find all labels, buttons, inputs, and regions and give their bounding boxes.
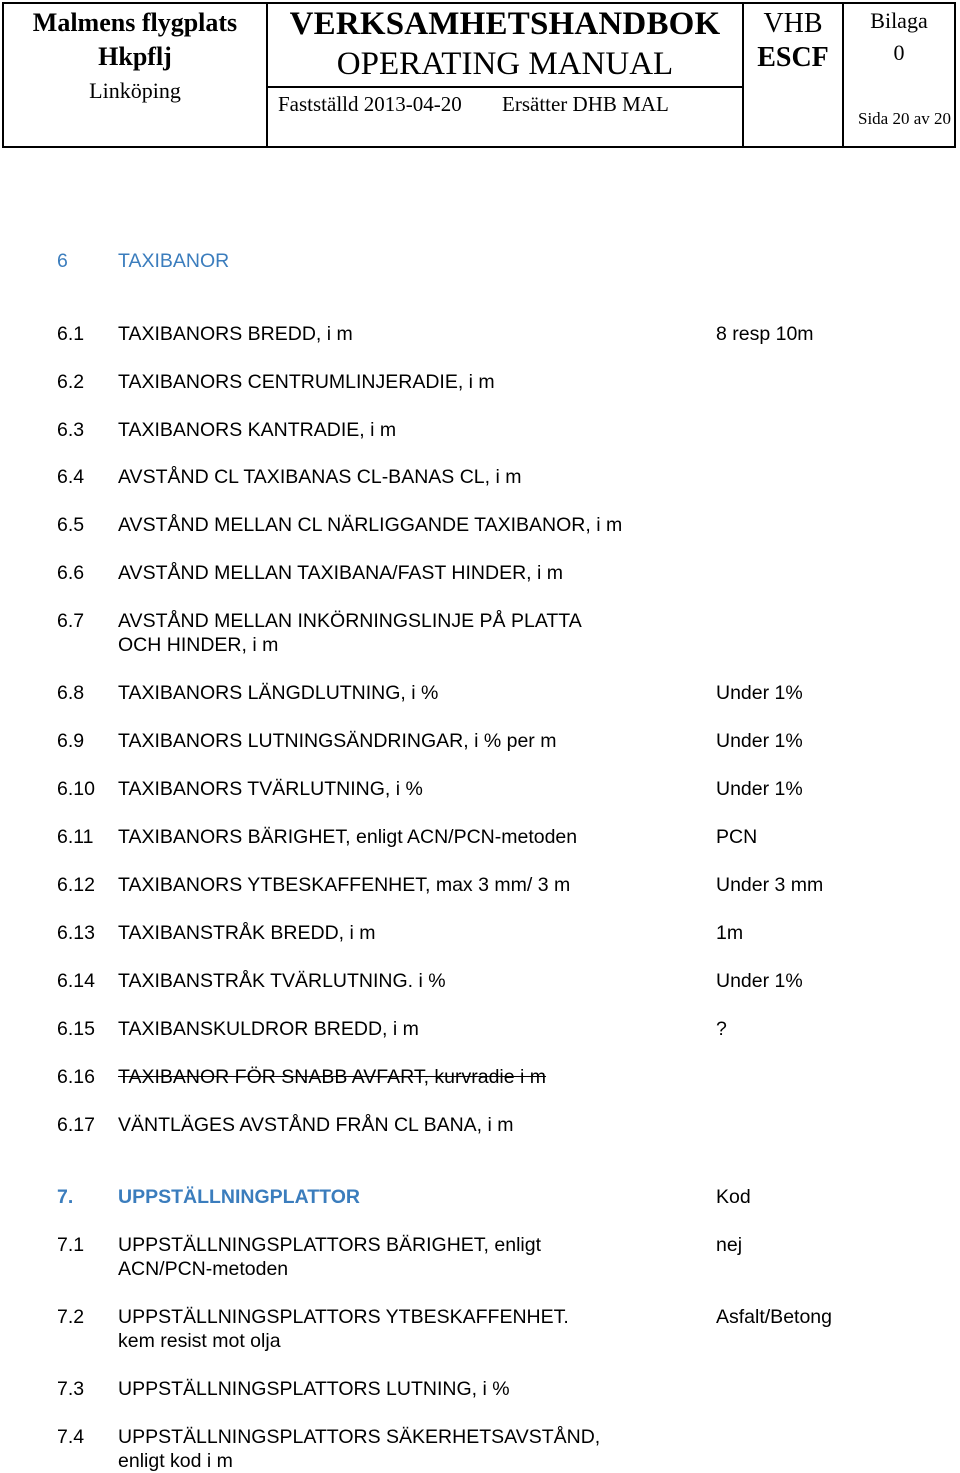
item-number: 6.17 [57,1114,95,1136]
item-number: 6.5 [57,514,85,536]
item-text: TAXIBANORS YTBESKAFFENHET, max 3 mm/ 3 m [118,874,571,896]
item-text: TAXIBANORS KANTRADIE, i m [118,419,397,441]
item-number: 6.11 [57,826,94,848]
appendix-number: 0 [893,40,905,65]
item-text: TAXIBANORS CENTRUMLINJERADIE, i m [118,371,495,393]
item-text [118,1233,678,1281]
item-text-line-1: UPPSTÄLLNINGSPLATTORS YTBESKAFFENHET. [118,1306,569,1328]
header-page-cell [844,4,954,146]
item-text: TAXIBANORS LÄNGDLUTNING, i % [118,682,439,704]
item-value: 8 resp 10m [716,323,814,345]
item-text-line-2: OCH HINDER, i m [118,634,279,656]
item-text [118,1305,678,1353]
item-text: VÄNTLÄGES AVSTÅND FRÅN CL BANA, i m [118,1114,514,1136]
item-value: ? [716,1018,727,1040]
item-value: Under 1% [716,778,803,800]
item-text-line-2: ACN/PCN-metoden [118,1258,289,1280]
item-text: AVSTÅND MELLAN TAXIBANA/FAST HINDER, i m [118,562,563,584]
item-number: 6.1 [57,323,85,345]
organization-name: Malmens flygplats [32,8,238,37]
established-date: Fastställd 2013-04-20 [278,92,462,116]
item-value: Under 1% [716,970,803,992]
item-value: PCN [716,826,758,848]
item-number: 6.15 [57,1018,95,1040]
item-value: Asfalt/Betong [716,1306,832,1328]
item-value: Under 3 mm [716,874,824,896]
item-number: 6.16 [57,1066,95,1088]
section-number: 6 [57,250,68,272]
item-text: TAXIBANORS LUTNINGSÄNDRINGAR, i % per m [118,730,557,752]
item-number: 6.12 [57,874,95,896]
header-title-cell [268,4,744,146]
item-number: 6.3 [57,419,85,441]
header-organization-cell [4,4,268,146]
document-title: VERKSAMHETSHANDBOK [289,6,721,42]
item-text [118,609,678,657]
item-value: nej [716,1234,743,1256]
item-number: 6.2 [57,371,85,393]
header-revision-row [268,86,742,146]
item-text-struck: TAXIBANOR FÖR SNABB AVFART, kurvradie i m [118,1066,547,1088]
section-number: 7. [57,1186,74,1208]
item-text-line-1: UPPSTÄLLNINGSPLATTORS SÄKERHETSAVSTÅND, [118,1426,601,1448]
item-text-line-1: UPPSTÄLLNINGSPLATTORS BÄRIGHET, enligt [118,1234,541,1256]
item-value: Under 1% [716,682,803,704]
organization-unit: Hkpflj [98,42,172,71]
item-text [118,1425,678,1473]
section-title: UPPSTÄLLNINGPLATTOR [118,1186,360,1208]
item-text: UPPSTÄLLNINGSPLATTORS LUTNING, i % [118,1378,510,1400]
item-text: AVSTÅND MELLAN CL NÄRLIGGANDE TAXIBANOR, i m [118,514,623,536]
aerodrome-code: ESCF [757,42,829,73]
item-number: 6.14 [57,970,95,992]
item-text-line-1: AVSTÅND MELLAN INKÖRNINGSLINJE PÅ PLATTA [118,610,582,632]
document-title-english: OPERATING MANUAL [336,46,674,82]
item-text: AVSTÅND CL TAXIBANAS CL-BANAS CL, i m [118,466,522,488]
item-number: 6.6 [57,562,85,584]
replaces-document: Ersätter DHB MAL [502,92,669,116]
item-text: TAXIBANORS BREDD, i m [118,323,353,345]
item-number: 6.13 [57,922,95,944]
item-value: 1m [716,922,744,944]
section-title: TAXIBANOR [118,250,230,272]
page-number: Sida 20 av 20 [858,109,952,128]
item-value: Under 1% [716,730,803,752]
item-number: 7.1 [57,1234,85,1256]
item-text: TAXIBANSTRÅK BREDD, i m [118,922,376,944]
item-text: TAXIBANSTRÅK TVÄRLUTNING. i % [118,970,446,992]
item-number: 7.2 [57,1306,85,1328]
item-number: 7.4 [57,1426,85,1448]
header-code-cell [744,4,844,146]
item-number: 6.9 [57,730,85,752]
item-text-line-2: kem resist mot olja [118,1330,281,1352]
appendix-label: Bilaga [870,8,928,33]
item-text: TAXIBANORS TVÄRLUTNING, i % [118,778,423,800]
item-text: TAXIBANORS BÄRIGHET, enligt ACN/PCN-metoden [118,826,578,848]
item-number: 6.10 [57,778,95,800]
column-label: Kod [716,1186,751,1208]
item-text-line-2: enligt kod i m [118,1450,233,1472]
item-number: 7.3 [57,1378,85,1400]
document-header [2,2,956,148]
organization-location: Linköping [89,78,181,103]
item-text: TAXIBANSKULDROR BREDD, i m [118,1018,419,1040]
item-number: 6.7 [57,610,85,632]
document-code: VHB [763,8,823,39]
item-number: 6.4 [57,466,85,488]
item-number: 6.8 [57,682,85,704]
